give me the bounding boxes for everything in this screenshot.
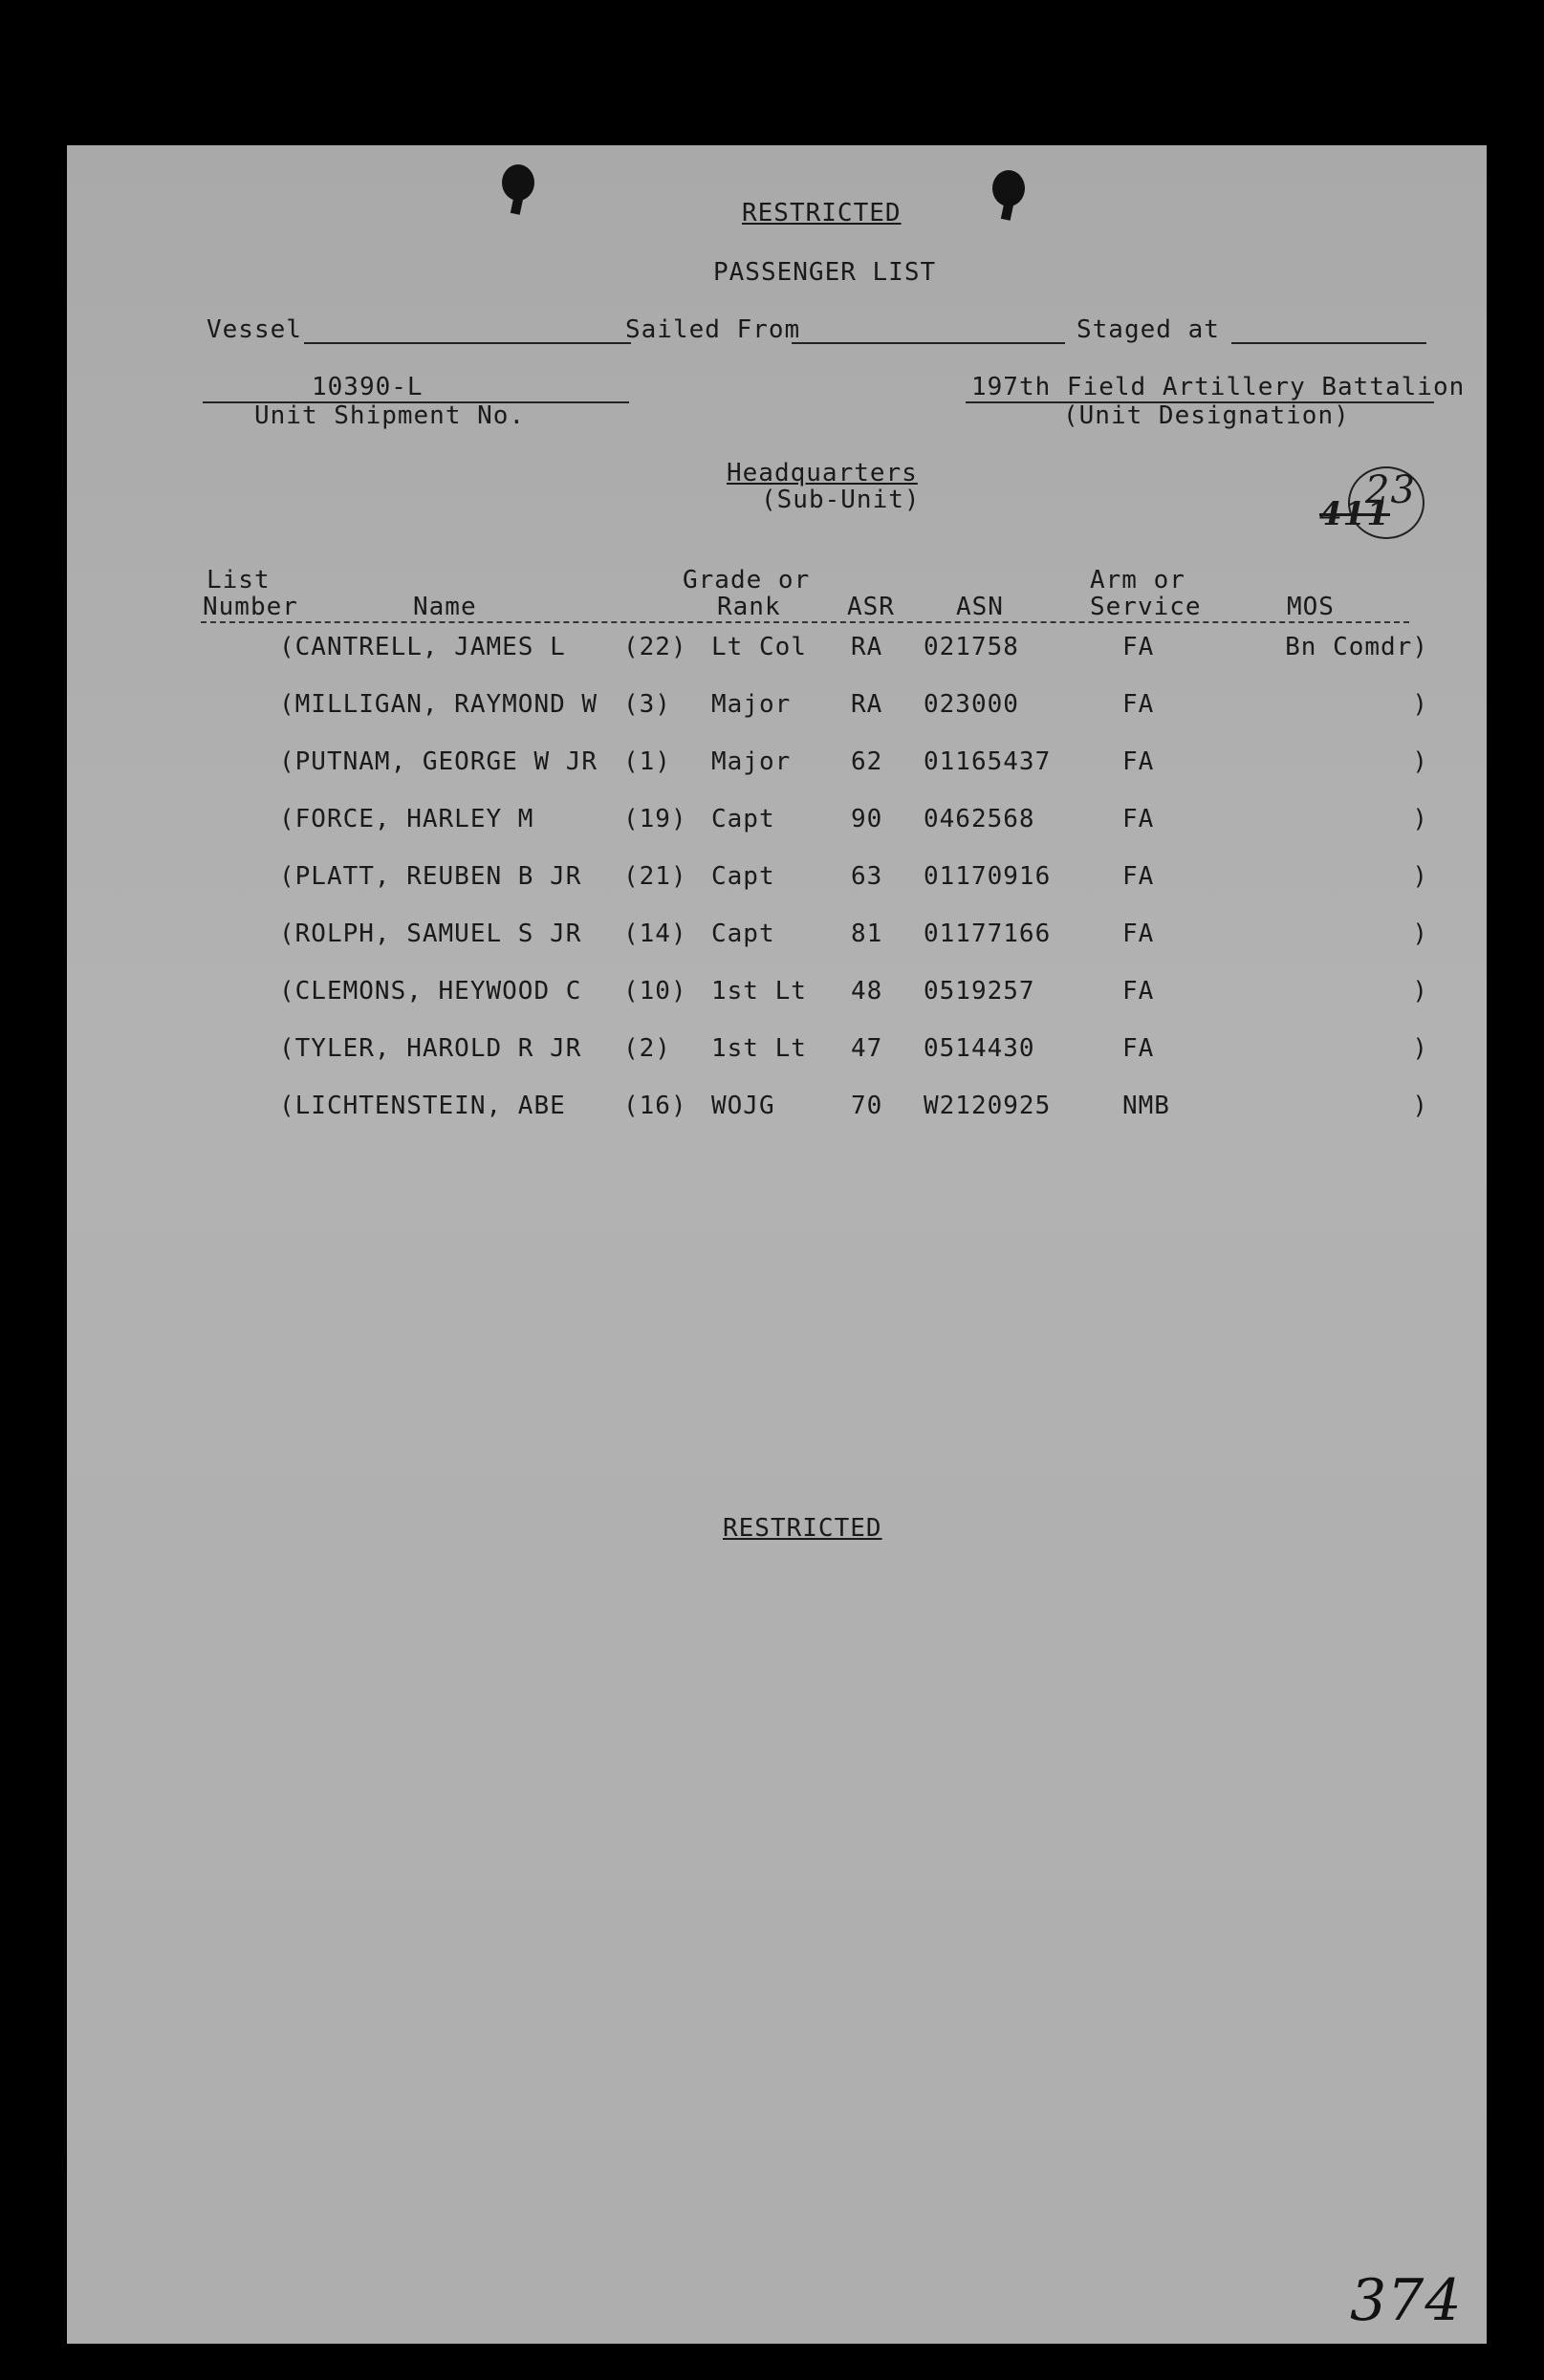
row-asn: 0519257 <box>924 977 1035 1006</box>
row-asn: 021758 <box>924 633 1019 661</box>
header-asr: ASR <box>847 593 895 621</box>
row-asr: RA <box>851 633 883 661</box>
header-number: Number <box>203 593 298 621</box>
row-rank: 1st Lt <box>711 977 807 1006</box>
row-rank: Lt Col <box>711 633 807 661</box>
row-asr: 63 <box>851 862 883 891</box>
sub-unit: Headquarters <box>727 459 918 487</box>
row-name: (FORCE, HARLEY M <box>279 805 534 833</box>
row-list-number: (21) <box>623 862 687 891</box>
row-arm: FA <box>1122 977 1155 1006</box>
header-mos: MOS <box>1287 593 1335 621</box>
row-asn: 023000 <box>924 690 1019 719</box>
row-asr: 62 <box>851 747 883 776</box>
row-mos: ) <box>1412 920 1428 948</box>
row-list-number: (10) <box>623 977 687 1006</box>
row-asr: 90 <box>851 805 883 833</box>
row-mos: ) <box>1412 747 1428 776</box>
row-mos: Bn Comdr) <box>1285 633 1428 661</box>
row-rank: Capt <box>711 862 775 891</box>
row-mos: ) <box>1412 1092 1428 1120</box>
row-asn: 01165437 <box>924 747 1052 776</box>
row-asr: 81 <box>851 920 883 948</box>
row-list-number: (22) <box>623 633 687 661</box>
row-rank: WOJG <box>711 1092 775 1120</box>
row-rank: Major <box>711 747 792 776</box>
row-arm: FA <box>1122 805 1155 833</box>
unit-shipment-number: 10390-L <box>312 373 424 401</box>
bottom-classification: RESTRICTED <box>723 1514 882 1543</box>
top-classification: RESTRICTED <box>742 199 902 227</box>
row-mos: ) <box>1412 977 1428 1006</box>
row-list-number: (19) <box>623 805 687 833</box>
row-asr: 70 <box>851 1092 883 1120</box>
handwritten-page-number: 374 <box>1350 2267 1463 2334</box>
sub-unit-label: (Sub-Unit) <box>761 486 921 514</box>
circled-number: 23 <box>1365 468 1416 512</box>
row-asn: W2120925 <box>924 1092 1052 1120</box>
unit-designation: 197th Field Artillery Battalion <box>971 373 1466 401</box>
header-service: Service <box>1090 593 1202 621</box>
row-name: (MILLIGAN, RAYMOND W <box>279 690 598 719</box>
row-name: (CANTRELL, JAMES L <box>279 633 566 661</box>
row-rank: 1st Lt <box>711 1034 807 1063</box>
row-rank: Major <box>711 690 792 719</box>
document-title: PASSENGER LIST <box>713 258 937 287</box>
unit-designation-label: (Unit Designation) <box>1063 401 1350 430</box>
row-name: (TYLER, HAROLD R JR <box>279 1034 582 1063</box>
row-arm: FA <box>1122 633 1155 661</box>
header-asn: ASN <box>956 593 1004 621</box>
vessel-field-line <box>304 342 631 344</box>
row-name: (PLATT, REUBEN B JR <box>279 862 582 891</box>
row-list-number: (16) <box>623 1092 687 1120</box>
row-mos: ) <box>1412 862 1428 891</box>
row-asn: 0462568 <box>924 805 1035 833</box>
row-name: (CLEMONS, HEYWOOD C <box>279 977 582 1006</box>
row-asn: 01177166 <box>924 920 1052 948</box>
row-asr: 47 <box>851 1034 883 1063</box>
header-list: List <box>207 566 271 595</box>
row-mos: ) <box>1412 1034 1428 1063</box>
row-arm: NMB <box>1122 1092 1170 1120</box>
row-asr: 48 <box>851 977 883 1006</box>
header-name: Name <box>413 593 477 621</box>
punch-hole-left <box>502 164 534 201</box>
row-rank: Capt <box>711 805 775 833</box>
row-list-number: (3) <box>623 690 671 719</box>
sailed-from-field-line <box>792 342 1065 344</box>
row-name: (ROLPH, SAMUEL S JR <box>279 920 582 948</box>
row-mos: ) <box>1412 690 1428 719</box>
staged-at-field-line <box>1231 342 1426 344</box>
unit-shipment-label: Unit Shipment No. <box>254 401 526 430</box>
header-rank: Rank <box>717 593 781 621</box>
sailed-from-label: Sailed From <box>625 315 801 344</box>
staged-at-label: Staged at <box>1076 315 1220 344</box>
row-asn: 01170916 <box>924 862 1052 891</box>
row-name: (LICHTENSTEIN, ABE <box>279 1092 566 1120</box>
row-arm: FA <box>1122 1034 1155 1063</box>
vessel-label: Vessel <box>207 315 302 344</box>
punch-hole-right <box>992 170 1025 206</box>
struck-number: 411 <box>1319 495 1390 533</box>
row-list-number: (14) <box>623 920 687 948</box>
row-asn: 0514430 <box>924 1034 1035 1063</box>
document-page <box>67 145 1487 2344</box>
row-arm: FA <box>1122 747 1155 776</box>
row-arm: FA <box>1122 690 1155 719</box>
row-rank: Capt <box>711 920 775 948</box>
row-mos: ) <box>1412 805 1428 833</box>
header-underline <box>201 621 1409 623</box>
row-list-number: (1) <box>623 747 671 776</box>
row-name: (PUTNAM, GEORGE W JR <box>279 747 598 776</box>
header-grade: Grade or <box>683 566 811 595</box>
row-list-number: (2) <box>623 1034 671 1063</box>
row-asr: RA <box>851 690 883 719</box>
row-arm: FA <box>1122 862 1155 891</box>
row-arm: FA <box>1122 920 1155 948</box>
header-arm: Arm or <box>1090 566 1185 595</box>
